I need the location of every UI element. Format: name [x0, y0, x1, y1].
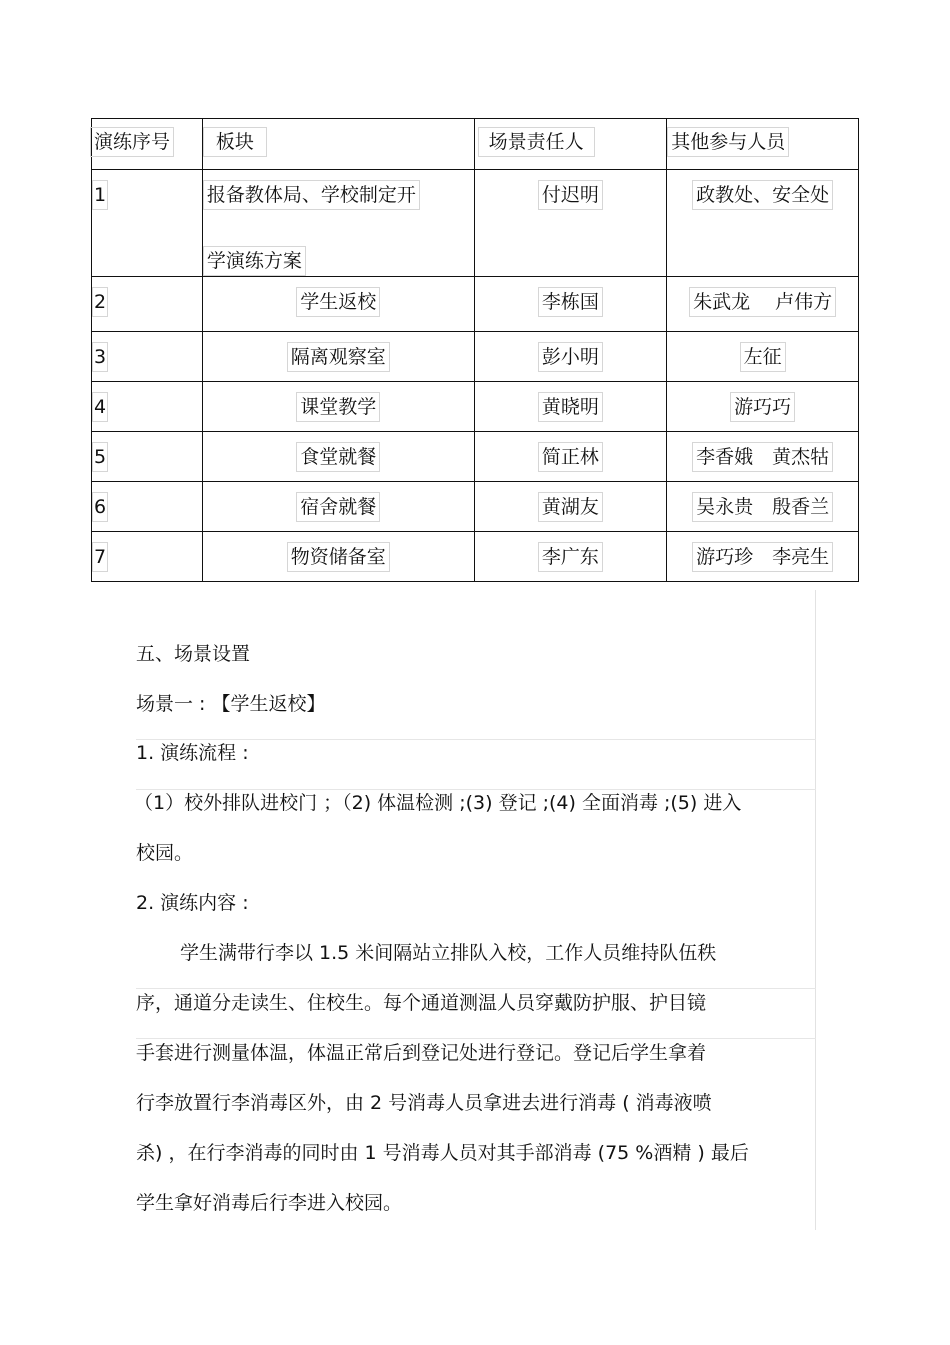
scene-title: 场景一 : 【学生返校】 — [136, 693, 326, 715]
row-number: 4 — [92, 392, 108, 422]
scene-leader: 简正林 — [538, 442, 603, 472]
leader-cell — [474, 482, 667, 532]
table-header-row — [92, 119, 859, 170]
section-heading: 五、场景设置 — [136, 643, 251, 665]
flow-heading: 1. 演练流程 : — [136, 742, 249, 764]
content-paragraph-line: 序，通道分走读生、住校生。每个通道测温人员穿戴防护服、护目镜 — [136, 992, 707, 1014]
table-row — [92, 432, 859, 482]
block-text: 物资储备室 — [287, 542, 390, 572]
other-participants: 游巧巧 — [730, 392, 795, 422]
other-participants: 李香娥 黄杰牯 — [692, 442, 833, 472]
leader-cell — [474, 382, 667, 432]
others-cell — [667, 277, 859, 332]
table-row — [92, 532, 859, 582]
header-cell — [667, 119, 859, 170]
scene-leader: 彭小明 — [538, 342, 603, 372]
other-participants: 朱武龙 卢伟方 — [689, 287, 836, 317]
header-cell — [202, 119, 474, 170]
block-cell — [202, 277, 474, 332]
others-cell — [667, 432, 859, 482]
row-number-cell — [92, 277, 203, 332]
row-number: 1 — [92, 180, 108, 210]
block-text: 学生返校 — [296, 287, 380, 317]
row-number: 6 — [92, 492, 108, 522]
others-cell — [667, 382, 859, 432]
leader-cell — [474, 332, 667, 382]
content-paragraph-line: 学生满带行李以 1.5 米间隔站立排队入校，工作人员维持队伍秩 — [180, 942, 717, 964]
other-participants: 左征 — [740, 342, 786, 372]
others-cell — [667, 482, 859, 532]
row-number: 2 — [92, 287, 108, 317]
block-text: 宿舍就餐 — [296, 492, 380, 522]
scene-leader: 李广东 — [538, 542, 603, 572]
row-number: 3 — [92, 342, 108, 372]
scene-leader: 付迟明 — [538, 180, 603, 210]
block-text: 食堂就餐 — [296, 442, 380, 472]
others-cell — [667, 332, 859, 382]
flow-steps-line-1: （1）校外排队进校门 ；（2) 体温检测 ;(3) 登记 ;(4) 全面消毒 ;(5) 进入 — [134, 792, 742, 814]
scene-leader: 李栋国 — [538, 287, 603, 317]
table-row — [92, 332, 859, 382]
header-drill-number: 演练序号 — [90, 127, 174, 157]
leader-cell — [474, 432, 667, 482]
block-cell — [202, 432, 474, 482]
scan-guide-line — [136, 1038, 816, 1039]
scene-leader: 黄晓明 — [538, 392, 603, 422]
drill-assignment-table — [91, 118, 859, 582]
row-number-cell — [92, 532, 203, 582]
block-cell — [202, 482, 474, 532]
other-participants: 吴永贵 殷香兰 — [692, 492, 833, 522]
row-number-cell — [92, 432, 203, 482]
block-text: 隔离观察室 — [287, 342, 390, 372]
row-number: 5 — [92, 442, 108, 472]
block-text-line-1: 报备教体局、学校制定开 — [203, 180, 420, 210]
table-row — [92, 277, 859, 332]
scene-leader: 黄湖友 — [538, 492, 603, 522]
content-paragraph-line: 手套进行测量体温，体温正常后到登记处进行登记。登记后学生拿着 — [136, 1042, 707, 1064]
flow-steps-line-2: 校园。 — [136, 842, 194, 864]
leader-cell — [474, 277, 667, 332]
block-text-line-2: 学演练方案 — [203, 246, 306, 276]
row-number-cell — [92, 382, 203, 432]
block-cell — [202, 170, 474, 277]
block-cell — [202, 332, 474, 382]
others-cell — [667, 532, 859, 582]
row-number-cell — [92, 332, 203, 382]
header-cell — [92, 119, 203, 170]
block-cell — [202, 382, 474, 432]
leader-cell — [474, 170, 667, 277]
header-cell — [474, 119, 667, 170]
row-number-cell — [92, 482, 203, 532]
other-participants: 游巧珍 李亮生 — [692, 542, 833, 572]
row-number-cell — [92, 170, 203, 277]
content-heading: 2. 演练内容 : — [136, 892, 249, 914]
header-other-participants: 其他参与人员 — [667, 127, 789, 157]
row-number: 7 — [92, 542, 108, 572]
table-row — [92, 382, 859, 432]
block-cell — [202, 532, 474, 582]
header-scene-leader: 场景责任人 — [478, 127, 595, 157]
content-paragraph-line: 行李放置行李消毒区外，由 2 号消毒人员拿进去进行消毒 ( 消毒液喷 — [136, 1092, 712, 1114]
table-row — [92, 482, 859, 532]
content-paragraph-line: 杀) ，在行李消毒的同时由 1 号消毒人员对其手部消毒 (75 %酒精 ) 最后 — [136, 1142, 749, 1164]
scan-guide-line — [136, 988, 816, 989]
leader-cell — [474, 532, 667, 582]
content-paragraph-line: 学生拿好消毒后行李进入校园。 — [136, 1192, 403, 1214]
other-participants: 政教处、安全处 — [692, 180, 833, 210]
header-block: 板块 — [203, 127, 267, 157]
block-text: 课堂教学 — [296, 392, 380, 422]
table-row — [92, 170, 859, 277]
others-cell — [667, 170, 859, 277]
